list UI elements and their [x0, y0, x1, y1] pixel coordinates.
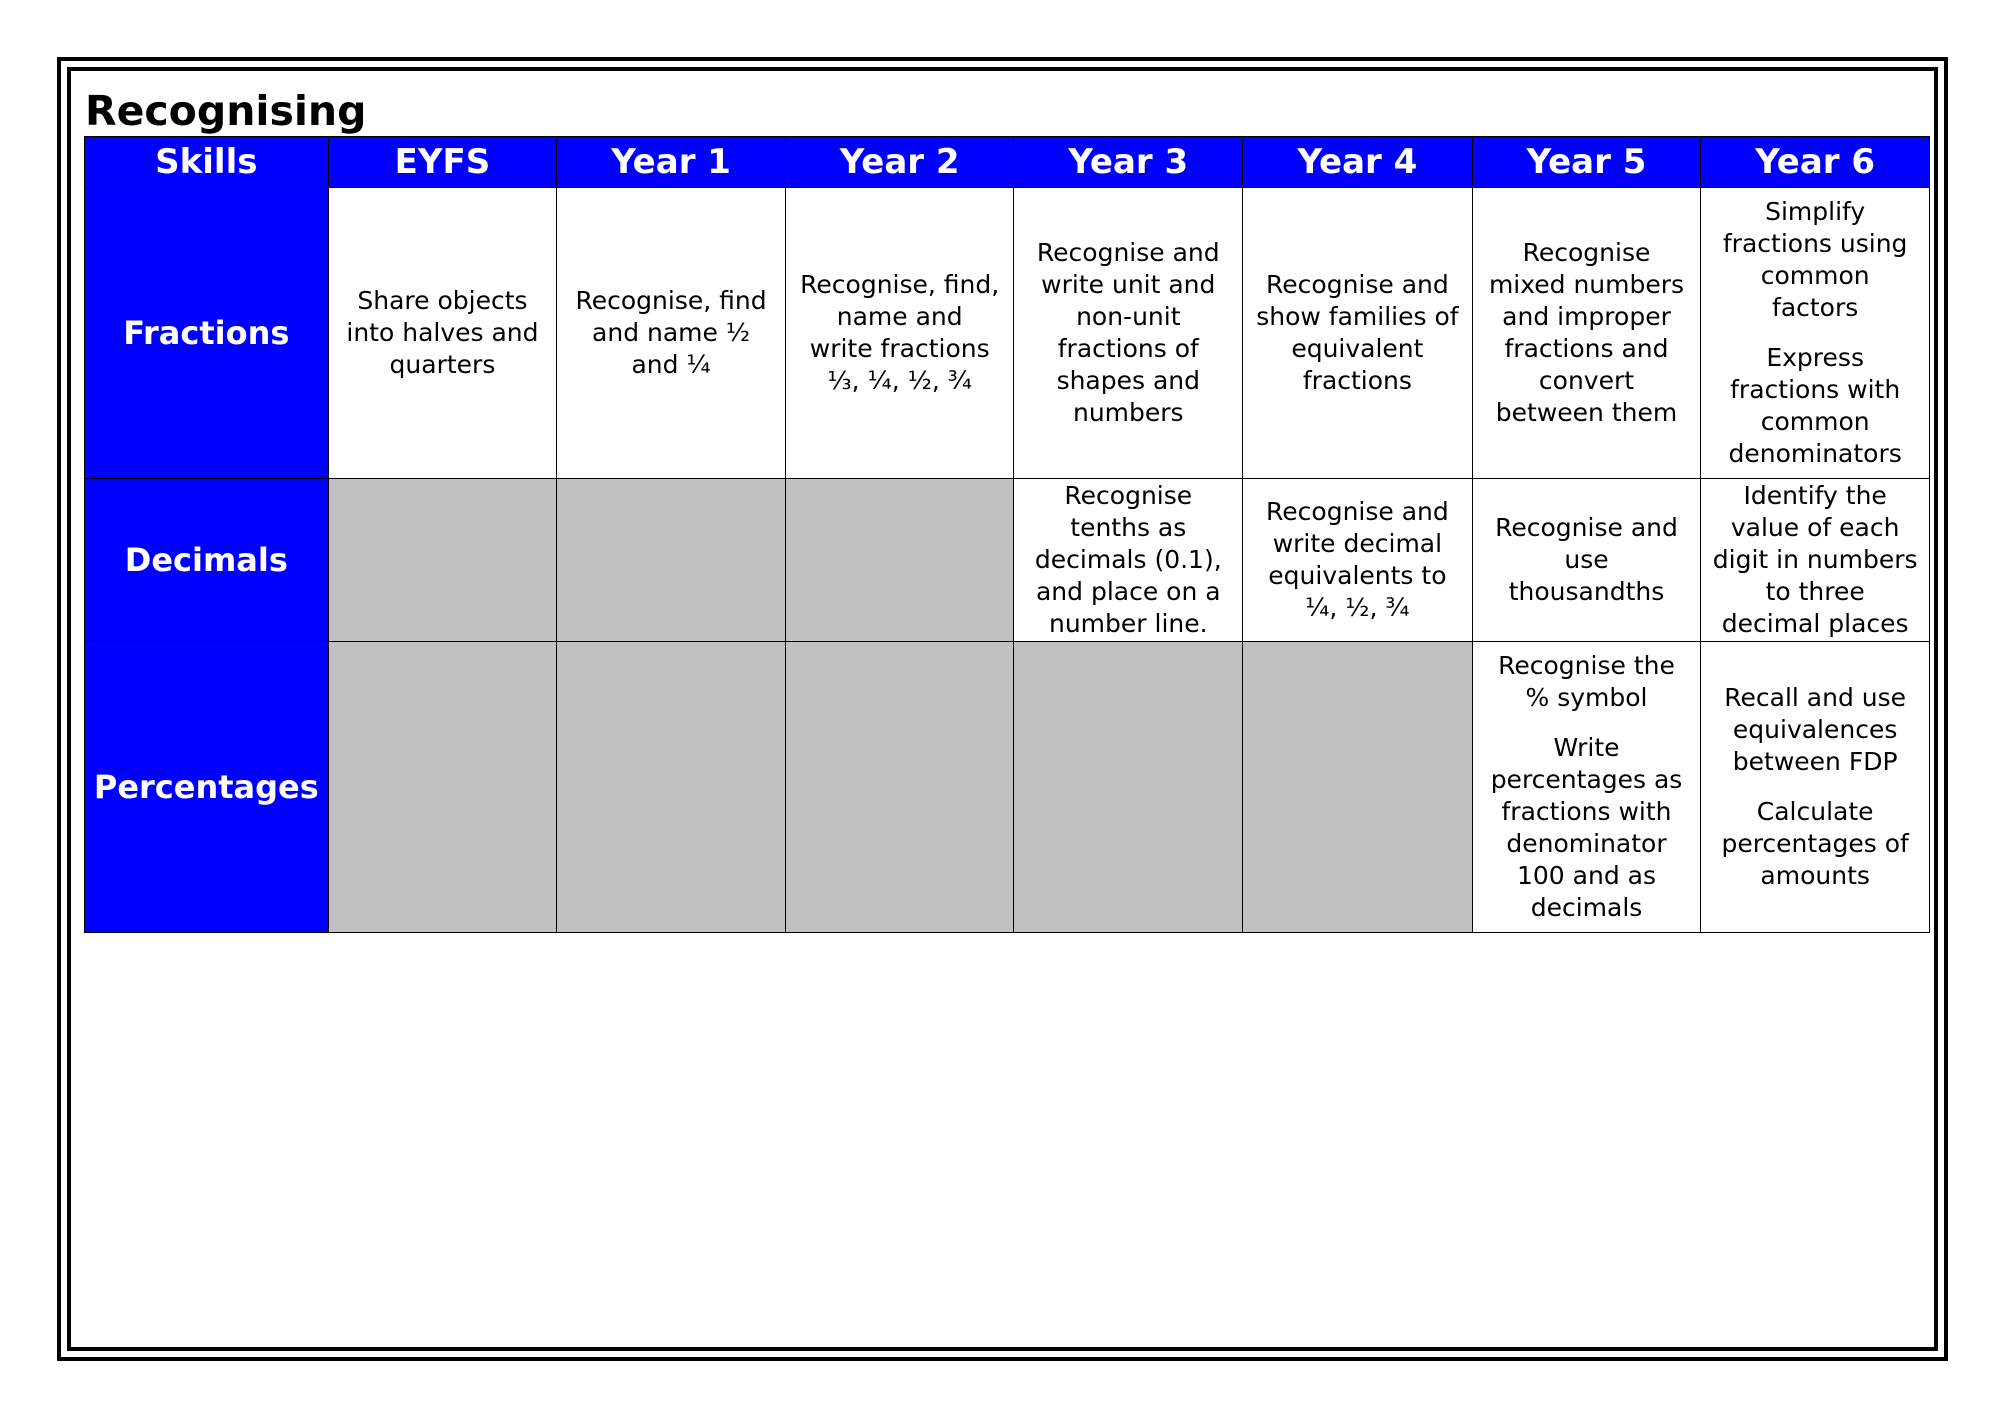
cell-text-line: common — [1760, 261, 1870, 290]
cell-year-5 — [1472, 642, 1701, 933]
cell-text-line: show families of — [1256, 302, 1459, 331]
skill-label: Decimals — [85, 479, 329, 642]
header-year-4: Year 4 — [1243, 137, 1473, 188]
cell-text-line: 100 and as — [1517, 861, 1656, 890]
cell-text-line: Identify the — [1743, 481, 1887, 510]
cell-year-6 — [1701, 188, 1930, 479]
cell-text-line: factors — [1772, 293, 1859, 322]
cell-text-line: Recognise — [1522, 238, 1651, 267]
cell-text-line: and name ½ — [592, 318, 751, 347]
cell-year-3 — [1014, 188, 1243, 479]
cell-text-line: Recognise and — [1266, 270, 1449, 299]
cell-year-5 — [1472, 188, 1701, 479]
cell-year-1 — [557, 642, 786, 933]
cell-text-line: Simplify — [1765, 197, 1866, 226]
cell-text-line: fractions with — [1501, 797, 1672, 826]
cell-text-line: decimals — [1530, 893, 1643, 922]
cell-text-line: mixed numbers — [1488, 270, 1685, 299]
cell-text-line: Recognise and — [1495, 513, 1678, 542]
cell-eyfs — [328, 642, 557, 933]
cell-text-line: and improper — [1502, 302, 1671, 331]
cell-text-line: between them — [1495, 398, 1678, 427]
cell-text-line: quarters — [389, 350, 496, 379]
table-row — [85, 479, 1930, 642]
cell-text-line: use — [1564, 545, 1609, 574]
cell-text-line: numbers — [1072, 398, 1184, 427]
cell-text-line: amounts — [1760, 861, 1870, 890]
table-row — [85, 188, 1930, 479]
cell-text-line: denominator — [1506, 829, 1667, 858]
cell-year-3 — [1014, 479, 1243, 642]
cell-text-line: between FDP — [1732, 747, 1898, 776]
cell-year-2 — [785, 479, 1014, 642]
cell-text-line: Calculate — [1756, 797, 1874, 826]
cell-text-line: to three — [1765, 577, 1865, 606]
cell-text-line: fractions and — [1504, 334, 1669, 363]
cell-text-line: digit in numbers — [1712, 545, 1918, 574]
cell-year-4 — [1243, 642, 1473, 933]
table-row — [85, 642, 1930, 933]
cell-text-line: write decimal — [1272, 529, 1443, 558]
cell-year-6 — [1701, 479, 1930, 642]
paragraph-gap — [1479, 714, 1695, 732]
cell-text-line: % symbol — [1525, 683, 1648, 712]
skills-table — [84, 136, 1930, 933]
cell-text-line: name and — [836, 302, 963, 331]
cell-year-1 — [557, 188, 786, 479]
cell-text-line: and ¼ — [631, 350, 711, 379]
header-row — [85, 137, 1930, 188]
cell-text-line: and place on a — [1035, 577, 1221, 606]
cell-eyfs — [328, 188, 557, 479]
cell-text-line: denominators — [1728, 439, 1902, 468]
cell-text-line: write fractions — [809, 334, 990, 363]
cell-text-line: fractions using — [1722, 229, 1908, 258]
cell-text-line: decimal places — [1721, 609, 1909, 638]
header-eyfs: EYFS — [328, 137, 557, 188]
cell-text-line: fractions with — [1730, 375, 1901, 404]
cell-text-line: Share objects — [357, 286, 528, 315]
cell-text-line: equivalences — [1732, 715, 1898, 744]
page-title: Recognising — [85, 87, 367, 135]
paragraph-gap — [1707, 324, 1923, 342]
cell-year-6 — [1701, 642, 1930, 933]
cell-year-2 — [785, 188, 1014, 479]
cell-text-line: shapes and — [1056, 366, 1201, 395]
cell-text-line: value of each — [1730, 513, 1900, 542]
cell-text-line: ¼, ½, ¾ — [1305, 593, 1410, 622]
cell-year-5 — [1472, 479, 1701, 642]
cell-year-1 — [557, 479, 786, 642]
cell-text-line: Recall and use — [1724, 683, 1907, 712]
header-year-1: Year 1 — [557, 137, 786, 188]
cell-text-line: decimals (0.1), — [1034, 545, 1222, 574]
header-year-5: Year 5 — [1472, 137, 1701, 188]
cell-text-line: non-unit — [1076, 302, 1181, 331]
cell-text-line: equivalents to — [1268, 561, 1447, 590]
header-year-2: Year 2 — [785, 137, 1014, 188]
cell-text-line: thousandths — [1508, 577, 1665, 606]
cell-text-line: Express — [1766, 343, 1864, 372]
cell-text-line: percentages as — [1490, 765, 1683, 794]
cell-text-line: common — [1760, 407, 1870, 436]
skill-label: Percentages — [85, 642, 329, 933]
header-skills: Skills — [85, 137, 329, 188]
cell-text-line: Recognise — [1064, 481, 1193, 510]
cell-text-line: fractions of — [1057, 334, 1199, 363]
cell-text-line: into halves and — [346, 318, 539, 347]
cell-year-4 — [1243, 479, 1473, 642]
cell-text-line: Write — [1553, 733, 1620, 762]
cell-text-line: convert — [1538, 366, 1635, 395]
cell-text-line: Recognise the — [1498, 651, 1675, 680]
header-year-3: Year 3 — [1014, 137, 1243, 188]
cell-text-line: tenths as — [1070, 513, 1187, 542]
cell-text-line: equivalent — [1291, 334, 1424, 363]
paragraph-gap — [1707, 778, 1923, 796]
cell-text-line: fractions — [1302, 366, 1412, 395]
cell-text-line: Recognise, find — [575, 286, 767, 315]
cell-year-2 — [785, 642, 1014, 933]
cell-eyfs — [328, 479, 557, 642]
cell-text-line: Recognise and — [1266, 497, 1449, 526]
header-year-6: Year 6 — [1701, 137, 1930, 188]
skill-label: Fractions — [85, 188, 329, 479]
cell-text-line: Recognise and — [1036, 238, 1220, 267]
cell-year-3 — [1014, 642, 1243, 933]
cell-text-line: Recognise, find, — [800, 270, 1000, 299]
cell-year-4 — [1243, 188, 1473, 479]
cell-text-line: ⅓, ¼, ½, ¾ — [827, 366, 972, 395]
cell-text-line: percentages of — [1721, 829, 1909, 858]
cell-text-line: write unit and — [1041, 270, 1216, 299]
cell-text-line: number line. — [1048, 609, 1208, 638]
